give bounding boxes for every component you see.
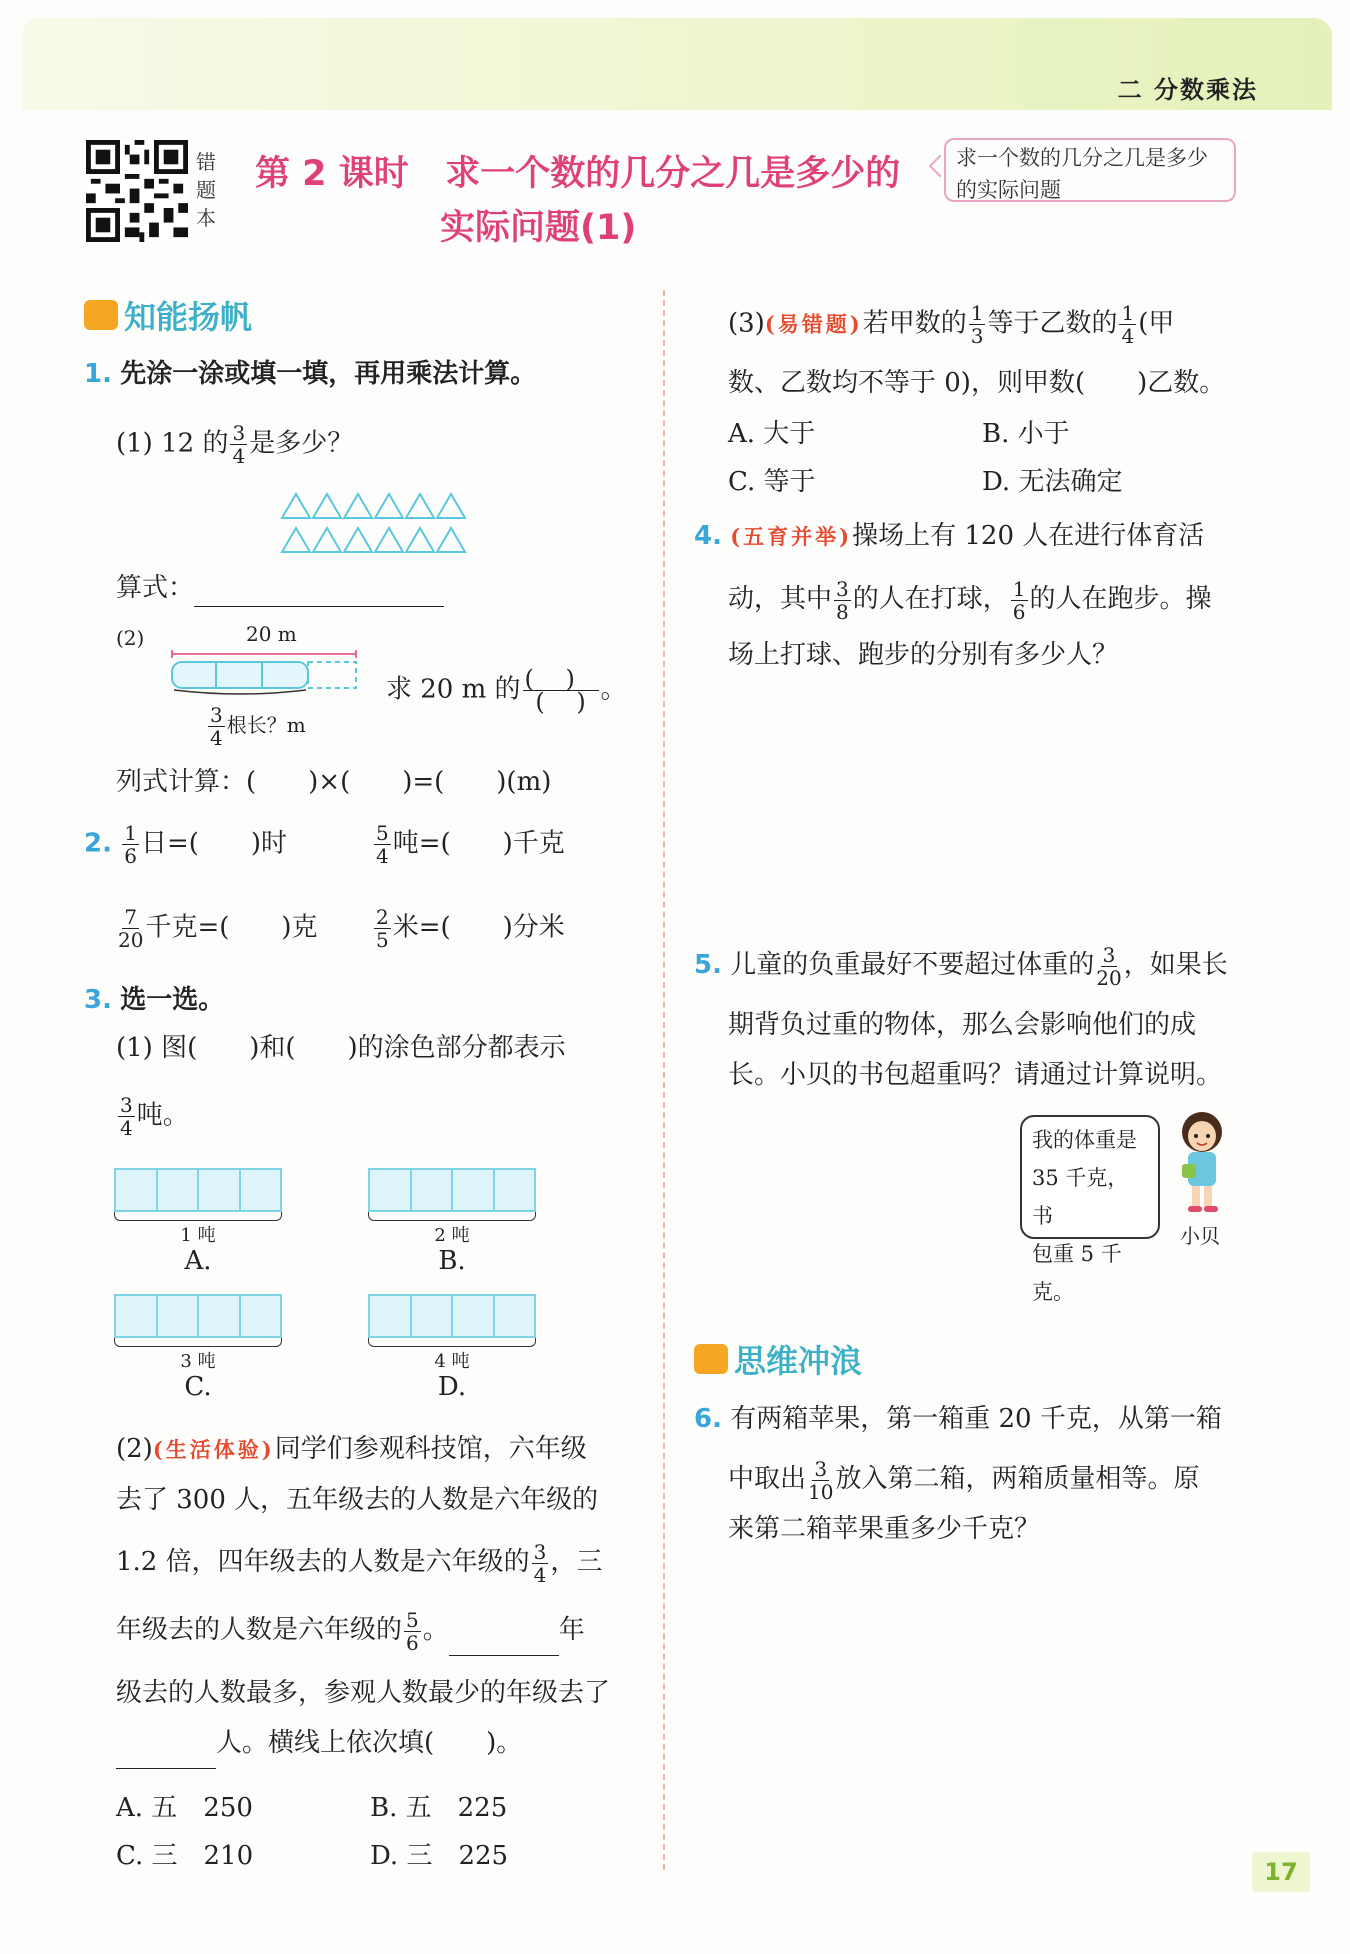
q5 <box>694 940 1254 1100</box>
page-number: 17 <box>1252 1852 1310 1892</box>
fraction: $\frac{1}{6}$ <box>124 821 137 868</box>
speech-line1: 我的体重是 <box>1032 1128 1137 1152</box>
q1-stem <box>84 356 536 392</box>
brace <box>368 1338 536 1347</box>
blank-count[interactable] <box>116 1718 216 1769</box>
q3-p1[interactable]: (1) 图( )和( )的涂色部分都表示 <box>116 1033 566 1063</box>
fraction: $\frac{3}{4}$ <box>533 1539 547 1587</box>
brace <box>114 1212 282 1221</box>
wave-icon <box>694 1344 728 1374</box>
blank-grade[interactable] <box>449 1605 559 1656</box>
weight-d: 4 吨 <box>434 1351 470 1372</box>
qr-label: 错题本 <box>196 150 216 230</box>
bar-d <box>368 1294 536 1338</box>
q3-p3-choice-d[interactable]: D. 无法确定 <box>982 467 1123 497</box>
option-b[interactable] <box>368 1168 536 1275</box>
speech-line3: 包重 5 千克。 <box>1032 1242 1122 1304</box>
q6-line1: 6. 有两箱苹果，第一箱重 20 千克，从第一箱 <box>694 1404 1222 1434</box>
q5-line1: 5. 儿童的负重最好不要超过体重的 $\frac{3}{20}$ ，如果长 <box>694 942 1228 990</box>
lesson-number: 第 2 课时 <box>255 154 409 194</box>
q5-line2: 期背负过重的物体，那么会影响他们的成 <box>728 1010 1197 1040</box>
tag-error: (易错题) <box>764 311 863 337</box>
fraction: $\frac{7}{20}$ <box>118 905 144 952</box>
q2-number: 2. <box>84 828 112 859</box>
q3-p2-line2: 去了 300 人，五年级去的人数是六年级的 <box>116 1485 599 1515</box>
q3-stem <box>84 982 224 1018</box>
bar-c <box>114 1294 282 1338</box>
speech-bubble <box>1020 1115 1160 1304</box>
fraction: $\frac{3}{4}$ <box>120 1093 133 1140</box>
speech-line2: 35 千克，书 <box>1032 1166 1129 1228</box>
weight-c: 3 吨 <box>180 1351 216 1372</box>
formula-label: 算式： <box>116 573 195 603</box>
q3-p3 <box>728 302 1248 401</box>
lesson-title-line2: 实际问题(1) <box>440 208 637 248</box>
q6 <box>694 1394 1254 1554</box>
lesson-title <box>255 145 900 203</box>
option-a[interactable] <box>114 1168 282 1275</box>
q3-p3-line1: (3)(易错题)若甲数的 $\frac{1}{3}$ 等于乙数的 $\frac{1}{4}$ (甲 <box>728 301 1175 348</box>
brace <box>114 1338 282 1347</box>
formula-blank[interactable] <box>194 570 444 607</box>
q3-p3-choice-a[interactable]: A. 大于 <box>728 419 816 449</box>
q1-part1 <box>116 422 353 467</box>
q1-p1-label: (1) 12 的 <box>116 428 229 459</box>
triangles-figure[interactable] <box>280 490 470 556</box>
q3-p3-line2[interactable]: 数、乙数均不等于 0)，则甲数( )乙数。 <box>728 368 1226 398</box>
brace <box>368 1212 536 1221</box>
q3-stem-text: 选一选。 <box>120 985 225 1015</box>
q6-number: 6. <box>694 1404 722 1434</box>
bar-a <box>114 1168 282 1212</box>
fraction: $\frac{3}{10}$ <box>808 1456 834 1504</box>
tag-five: (五育并举) <box>730 524 853 549</box>
q4 <box>694 510 1254 681</box>
section-zhineng <box>84 292 252 338</box>
q1-formula <box>116 570 444 607</box>
fraction: $\frac{3}{4}$ <box>210 703 223 750</box>
letter-a: A. <box>184 1246 212 1276</box>
q3-p2-choice-c[interactable]: C. 三 210 <box>116 1841 254 1871</box>
under-text: 根长？m <box>226 713 306 737</box>
q3-p2-line5: 级去的人数最多，参观人数最少的年级去了 <box>116 1678 611 1708</box>
q2-item4[interactable]: 米=( )分米 <box>392 912 565 943</box>
q1-p2-under <box>206 704 306 749</box>
option-c[interactable] <box>114 1294 282 1401</box>
q3-p1-unit: $\frac{3}{4}$ 吨。 <box>120 1093 189 1140</box>
weight-b: 2 吨 <box>434 1225 470 1246</box>
q1-stem-text: 先涂一涂或填一填，再用乘法计算。 <box>120 359 537 389</box>
blank-fraction[interactable]: $\frac{( )}{( )}$ <box>523 668 599 713</box>
column-divider <box>663 290 665 1870</box>
q3-p2-choice-b[interactable]: B. 五 225 <box>370 1793 508 1823</box>
q1-calc[interactable]: 列式计算：( )×( )=( )(m) <box>116 767 552 797</box>
q3-p2-line1: (2)(生活体验)同学们参观科技馆，六年级 <box>116 1434 587 1464</box>
rope-figure[interactable] <box>166 650 362 696</box>
option-d[interactable] <box>368 1294 536 1401</box>
fraction: $\frac{2}{5}$ <box>376 905 389 952</box>
ask-text: 求 20 m 的 <box>386 674 521 705</box>
q4-line1: 4. (五育并举)操场上有 120 人在进行体育活 <box>694 521 1205 551</box>
section-siwei-label: 思维冲浪 <box>734 1342 863 1380</box>
q2-item3[interactable]: 千克=( )克 <box>145 912 318 943</box>
q1-number: 1. <box>84 359 112 389</box>
girl-character-icon <box>1166 1108 1240 1218</box>
q2-item1[interactable]: 日=( )时 <box>140 828 288 859</box>
q3-p3-choice-c[interactable]: C. 等于 <box>728 467 816 497</box>
letter-b: B. <box>438 1246 466 1276</box>
q1-p2-label: (2) <box>116 626 145 650</box>
q4-line3: 场上打球、跑步的分别有多少人？ <box>728 640 1119 670</box>
bar-b <box>368 1168 536 1212</box>
letter-c: C. <box>184 1372 212 1402</box>
fraction: $\frac{3}{4}$ <box>232 421 246 468</box>
fraction: $\frac{1}{3}$ <box>970 301 984 348</box>
q3-p2-choice-d[interactable]: D. 三 225 <box>370 1841 509 1871</box>
fraction: $\frac{3}{20}$ <box>1096 942 1122 990</box>
sail-icon <box>84 300 118 330</box>
q2-row2 <box>116 906 656 951</box>
weight-a: 1 吨 <box>180 1225 216 1246</box>
q4-line2: 动，其中 $\frac{3}{8}$ 的人在打球， $\frac{1}{6}$ 的人在跑步。操 <box>728 576 1212 624</box>
section-title: 二 分数乘法 <box>1117 76 1258 104</box>
q2-item2[interactable]: 吨=( )千克 <box>392 828 565 859</box>
qr-code-icon[interactable] <box>86 140 188 242</box>
q1-p2-ask: 求 20 m 的 $\frac{( )}{( )}$ 。 <box>386 665 627 716</box>
q3-p2-line4: 年级去的人数是六年级的 $\frac{5}{6}$ 。 年 <box>116 1605 636 1656</box>
rope-length: 20 m <box>246 622 297 646</box>
section-zhineng-label: 知能扬帆 <box>124 298 253 336</box>
tag-life: (生活体验) <box>152 1437 275 1462</box>
fraction: $\frac{1}{4}$ <box>1121 301 1135 348</box>
fraction: $\frac{3}{8}$ <box>836 576 849 624</box>
lesson-title-line1: 求一个数的几分之几是多少的 <box>445 154 901 194</box>
q3-p2-line3: 1.2 倍，四年级去的人数是六年级的 $\frac{3}{4}$ ，三 <box>116 1539 603 1587</box>
girl-name: 小贝 <box>1180 1224 1220 1248</box>
q6-line2: 中取出 $\frac{3}{10}$ 放入第二箱，两箱质量相等。原 <box>728 1456 1200 1504</box>
q5-line3: 长。小贝的书包超重吗？请通过计算说明。 <box>728 1060 1223 1090</box>
q3-number: 3. <box>84 985 112 1015</box>
fraction: $\frac{5}{4}$ <box>376 821 389 868</box>
q5-number: 5. <box>694 950 722 980</box>
section-siwei <box>694 1336 862 1382</box>
q3-p2-choice-a[interactable]: A. 五 250 <box>116 1793 253 1823</box>
q4-number: 4. <box>694 521 722 551</box>
q3-p2 <box>116 1424 636 1769</box>
q1-p1-tail: 是多少？ <box>249 428 354 459</box>
fraction: $\frac{5}{6}$ <box>406 1607 419 1655</box>
q3-p3-choice-b[interactable]: B. 小于 <box>982 419 1070 449</box>
q2-row1 <box>84 822 644 867</box>
letter-d: D. <box>437 1372 467 1402</box>
q6-line3: 来第二箱苹果重多少千克？ <box>728 1514 1041 1544</box>
fraction: $\frac{1}{6}$ <box>1012 576 1026 624</box>
q3-p2-line6: 人。横线上依次填( )。 <box>116 1718 636 1769</box>
lesson-tag: 求一个数的几分之几是多少的实际问题 <box>944 138 1236 202</box>
